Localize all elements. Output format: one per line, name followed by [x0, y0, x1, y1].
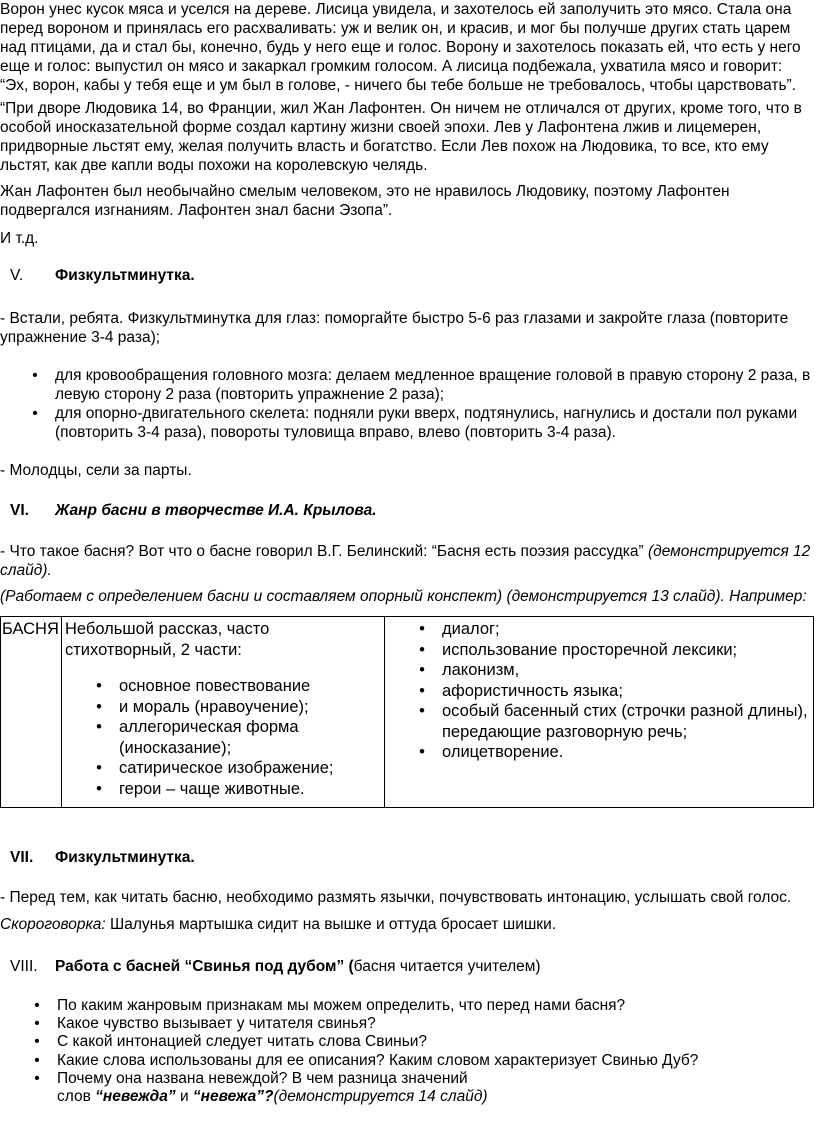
section-title: Физкультминутка.: [55, 849, 195, 866]
fable-question: - Что такое басня? Вот что о басне говорил В.Г. Белинский: “Басня есть поэзия рассудка” (демонстрируется 12 слайд).: [0, 543, 811, 579]
list-item: • С какой интонацией следует читать слова Свиньи?: [57, 1033, 812, 1051]
list-item: • использование просторечной лексики;: [442, 640, 812, 661]
list-item: • По каким жанровым признакам мы можем определить, что перед нами басня?: [57, 997, 812, 1015]
bullet-icon: •: [419, 640, 425, 659]
bullet-icon: •: [34, 1069, 40, 1087]
bullet-icon: •: [419, 681, 425, 700]
section-number: VII.: [10, 849, 34, 866]
list-item: • особый басенный стих (строчки разной длины), передающие разговорную речь;: [442, 701, 812, 742]
list-item: • Какие слова использованы для ее описания? Каким словом характеризует Свинью Дуб?: [57, 1052, 812, 1070]
bullet-icon: •: [32, 367, 38, 384]
eye-exercise-intro: - Встали, ребята. Физкультминутка для глаз: поморгайте быстро 5-6 раз глазами и закройте глаза (повторите упражнение 3-4 раза);: [0, 310, 789, 346]
bullet-icon: •: [419, 620, 425, 638]
section-number: V.: [10, 267, 24, 284]
bullet-icon: •: [34, 1033, 40, 1051]
list-item: • и мораль (нравоучение);: [119, 697, 383, 718]
sit-down-line: - Молодцы, сели за парты.: [0, 462, 192, 479]
list-item: • Почему она названа невеждой? В чем разница значений слов “невежда” и “невежа”?(демонстрируется 14 слайд): [57, 1070, 812, 1106]
definition-list: [63, 676, 383, 799]
table-row: [1, 617, 814, 808]
work-note: (Работаем с определением басни и составляем опорный конспект) (демонстрируется 13 слайд). Например:: [0, 588, 807, 605]
bullet-icon: •: [34, 1051, 40, 1069]
list-item: • Какое чувство вызывает у читателя свинья?: [57, 1015, 812, 1033]
bullet-icon: •: [96, 779, 102, 798]
questions-list: [34, 997, 812, 1106]
bullet-icon: •: [419, 661, 425, 679]
bullet-icon: •: [32, 405, 38, 422]
section-number: VIII.: [10, 958, 38, 975]
section-title: Физкультминутка.: [55, 267, 195, 284]
section-title: Работа с басней “Свинья под дубом” (басня читается учителем): [55, 958, 541, 975]
list-item: • для опорно-двигательного скелета: подняли руки вверх, подтянулись, нагнулись и достали пол руками (повторить 3-4 раза), повороты туловища вправо, влево (повторить 3-4 раза).: [55, 404, 812, 442]
bullet-icon: •: [96, 677, 102, 695]
tongue-twister: Скороговорка: Шалунья мартышка сидит на вышке и оттуда бросает шишки.: [0, 916, 557, 933]
bullet-icon: •: [96, 697, 102, 716]
table-head-cell: БАСНЯ: [1, 617, 62, 808]
section-title: Жанр басни в творчестве И.А. Крылова.: [55, 502, 377, 519]
fable-text-paragraph: Ворон унес кусок мяса и уселся на дереве. Лисица увидела, и захотелось ей заполучить это мясо. Стала она перед вороном и принялась его расхваливать: уж и велик он, и красив, и мог бы получше других стать царем над птицами, да и стал бы, конечно, будь у него еще и голос. Ворону и захотелось показать ей, что есть у него еще и голос: выпустил он мясо и закаркал громким голосом. А лисица подбежала, ухватила мясо и говорит: “Эх, ворон, кабы у тебя еще и ум был в голове, - ничего бы тебе больше не требовалось, чтобы царствовать”.: [0, 1, 801, 94]
bullet-icon: •: [34, 997, 40, 1014]
bullet-icon: •: [34, 1015, 40, 1033]
features-list: [416, 619, 812, 763]
list-item: • основное повествование: [119, 676, 383, 697]
lafonten-exile-paragraph: Жан Лафонтен был необычайно смелым человеком, это не нравилось Людовику, поэтому Лафонтен подвергался изгнаниям. Лафонтен знал басни Эзопа”.: [0, 183, 730, 219]
warmup-intro: - Перед тем, как читать басню, необходимо размять язычки, почувствовать интонацию, услышать свой голос.: [0, 889, 792, 906]
list-item: • для кровообращения головного мозга: делаем медленное вращение головой в правую сторону 2 раза, в левую сторону 2 раза (повторить упражнение 2 раза);: [55, 366, 812, 404]
lafonten-paragraph: “При дворе Людовика 14, во Франции, жил Жан Лафонтен. Он ничем не отличался от других, кроме того, что в особой иносказательной форме создал картину жизни своей эпохи. Лев у Лафонтена лжив и лицемерен, придворные льстят ему, желая получить власть и богатство. Если Лев похож на Людовика, то все, кто ему льстят, как две капли воды похожи на королевскую челядь.: [0, 100, 802, 174]
fable-definition-table: [0, 616, 814, 808]
list-item: • лаконизм,: [442, 660, 812, 681]
list-item: • олицетворение.: [442, 742, 812, 763]
exercise-list: [32, 366, 812, 442]
bullet-icon: •: [419, 702, 425, 720]
bullet-icon: •: [419, 743, 425, 761]
etc-line: И т.д.: [0, 230, 39, 247]
section-number: VI.: [10, 502, 29, 519]
list-item: • герои – чаще животные.: [119, 779, 383, 800]
definition-cell: [62, 617, 385, 808]
bullet-icon: •: [96, 718, 102, 736]
bullet-icon: •: [96, 759, 102, 777]
definition-text: Небольшой рассказ, часто стихотворный, 2 части:: [65, 620, 270, 659]
list-item: • диалог;: [442, 619, 812, 640]
list-item: • аллегорическая форма (иносказание);: [119, 717, 383, 758]
features-cell: [385, 617, 814, 808]
list-item: • сатирическое изображение;: [119, 758, 383, 779]
list-item: • афористичность языка;: [442, 681, 812, 702]
